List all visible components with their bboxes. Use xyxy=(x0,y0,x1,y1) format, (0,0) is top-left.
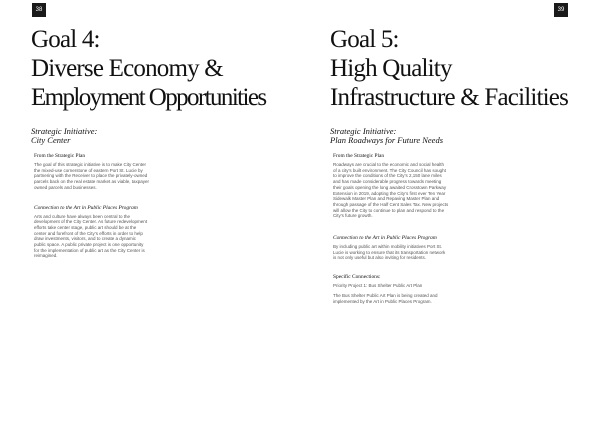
text-line: The Bus Shelter Public Art Plan is being created and xyxy=(333,292,438,298)
text-line: Lucie is working to ensure that its transportation network xyxy=(333,249,446,255)
text-line: owned parcels and businesses. xyxy=(34,184,97,190)
text-line: for the implementation of public art as the City Center is xyxy=(34,247,145,253)
connection-text xyxy=(34,214,206,260)
text-line: development of the City Center. As future redevelopment xyxy=(34,219,148,225)
text-line: public space. A public private project is one opportunity xyxy=(34,242,144,248)
text-line: the mixed-use cornerstone of eastern Port St. Lucie by xyxy=(34,167,143,173)
text-line: center and forefront of the City’s efforts in order to help xyxy=(34,230,143,236)
goal-title-line: Diverse Economy & xyxy=(31,55,223,82)
from-plan-text xyxy=(34,162,206,191)
specific-connection-item: Priority Project 1: Bus Shelter Public Art Plan xyxy=(333,283,423,289)
text-line: parcels back on the real estate market as viable, taxpayer xyxy=(34,179,150,185)
strategic-initiative-label: Strategic Initiative: xyxy=(31,126,98,136)
specific-connections-heading: Specific Connections: xyxy=(333,274,381,281)
connection-heading: Connection to the Art in Public Places Program xyxy=(333,235,437,242)
goal-title-line: Goal 4: xyxy=(31,26,100,53)
strategic-initiative xyxy=(330,127,505,145)
text-line: implemented by the Art in Public Places Program. xyxy=(333,298,432,304)
from-plan-text xyxy=(333,162,505,219)
right-page xyxy=(300,0,600,424)
from-plan-heading: From the Strategic Plan xyxy=(333,153,385,159)
connection-heading: Connection to the Art in Public Places Program xyxy=(34,204,138,211)
text-line: City’s future growth. xyxy=(333,213,373,219)
text-line: The goal of this strategic initiative is to make City Center xyxy=(34,162,147,167)
text-line: By including public art within mobility initiatives Port St. xyxy=(333,244,443,250)
text-line: partnering with the Receiver to place the privately-owned xyxy=(34,173,148,179)
connection-text xyxy=(333,244,505,261)
text-line: will allow the City to continue to plan and respond to the xyxy=(333,207,445,213)
goal-title-line: Goal 5: xyxy=(330,26,399,53)
text-line: Extension in 2019, adopting the City’s first ever Ten Year xyxy=(333,190,446,196)
text-line: reimagined. xyxy=(34,253,58,259)
goal-title-line: Infrastructure & Facilities xyxy=(330,84,569,111)
goal-title xyxy=(31,25,266,112)
content-column xyxy=(31,127,206,259)
text-line: Roadways are crucial to the economic and social health xyxy=(333,162,445,167)
page-number: 38 xyxy=(32,3,46,17)
strategic-initiative xyxy=(31,127,206,145)
text-line: to improve the conditions of the City’s 2,150 lane miles xyxy=(333,173,442,179)
text-line: Sidewalk Master Plan and Repaving Master Plan and xyxy=(333,196,440,202)
text-line: is not only useful but also inviting for residents. xyxy=(333,255,427,261)
text-line: and has made considerable progress towards meeting xyxy=(333,179,442,185)
text-line: efforts take center stage, public art should be at the xyxy=(34,224,137,230)
goal-title xyxy=(330,25,568,112)
text-line: Arts and culture have always been central to the xyxy=(34,213,131,219)
strategic-initiative-label: Strategic Initiative: xyxy=(330,126,397,136)
strategic-initiative-name: City Center xyxy=(31,135,71,145)
goal-title-line: Employment Opportunities xyxy=(31,84,266,111)
goal-title-line: High Quality xyxy=(330,55,452,82)
specific-connection-text xyxy=(333,293,505,304)
text-line: draw investments, visitors, and to create a dynamic xyxy=(34,236,137,242)
text-line: of a city’s built environment. The City Council has sought xyxy=(333,167,446,173)
text-line: their goals opening the long awaited Crosstown Parkway xyxy=(333,184,447,190)
strategic-initiative-name: Plan Roadways for Future Needs xyxy=(330,135,444,145)
page-number: 39 xyxy=(554,3,568,17)
text-line: through passage of the Half Cent Sales Tax. New projects xyxy=(333,201,449,207)
from-plan-heading: From the Strategic Plan xyxy=(34,153,86,159)
content-column xyxy=(330,127,505,304)
